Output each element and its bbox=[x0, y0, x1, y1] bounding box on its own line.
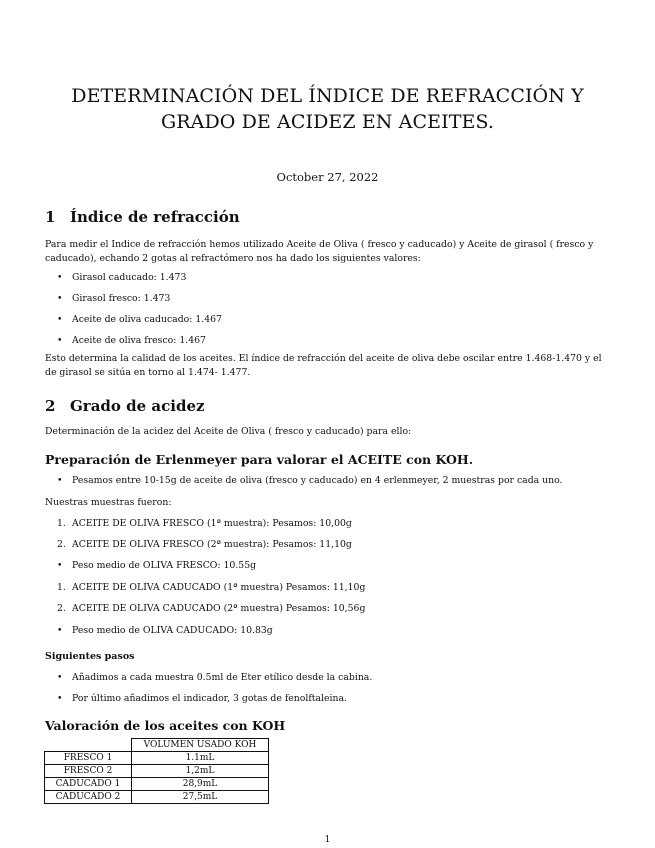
list-item: • Peso medio de OLIVA FRESCO: 10.55g bbox=[57, 560, 257, 571]
table-header-row bbox=[45, 739, 269, 752]
list-item: • Añadimos a cada muestra 0.5ml de Eter etílico desde la cabina. bbox=[57, 672, 373, 683]
table-row-label: FRESCO 2 bbox=[45, 765, 132, 778]
list-item: • Por último añadimos el indicador, 3 gotas de fenolftaleina. bbox=[57, 693, 347, 704]
document-date: October 27, 2022 bbox=[276, 170, 379, 184]
table-row bbox=[45, 765, 269, 778]
bullet: • bbox=[57, 293, 63, 304]
list-item: • Pesamos entre 10-15g de aceite de oliva (fresco y caducado) en 4 erlenmeyer, 2 muestras por cada uno. bbox=[57, 475, 563, 486]
table-corner-cell bbox=[45, 739, 132, 752]
list-item: 2. ACEITE DE OLIVA FRESCO (2ª muestra): Pesamos: 11,10g bbox=[57, 539, 352, 550]
list-number: 2. bbox=[57, 539, 66, 550]
table-row-label: CADUCADO 2 bbox=[45, 791, 132, 804]
table-column-header: VOLUMEN USADO KOH bbox=[132, 739, 269, 752]
section-2-heading bbox=[45, 397, 205, 415]
page-number: 1 bbox=[324, 835, 331, 845]
list-item: • Girasol fresco: 1.473 bbox=[57, 293, 171, 304]
subsection-koh-heading: Valoración de los aceites con KOH bbox=[45, 718, 286, 733]
list-item: • Aceite de oliva fresco: 1.467 bbox=[57, 335, 206, 346]
section-2-title: Grado de acidez bbox=[70, 397, 205, 415]
table-row-label: CADUCADO 1 bbox=[45, 778, 132, 791]
list-number: 1. bbox=[57, 582, 66, 593]
section-1-title: Índice de refracción bbox=[70, 208, 240, 226]
table-cell-value: 27,5mL bbox=[132, 791, 269, 804]
table-cell-value: 1,2mL bbox=[132, 765, 269, 778]
bullet: • bbox=[57, 335, 63, 346]
section-1-conclusion: Esto determina la calidad de los aceites. El índice de refracción del aceite de oliva debe oscilar entre 1.468-1.470 y el de girasol se sitúa en torno al 1.474- 1.477. bbox=[45, 353, 602, 378]
section-2-number: 2 bbox=[45, 397, 56, 415]
list-item: • Peso medio de OLIVA CADUCADO: 10.83g bbox=[57, 625, 273, 636]
section-1-heading bbox=[45, 208, 240, 226]
bullet: • bbox=[57, 560, 63, 571]
bullet: • bbox=[57, 693, 63, 704]
table-cell-value: 1.1mL bbox=[132, 752, 269, 765]
table-row bbox=[45, 791, 269, 804]
subsection-erlenmeyer-heading: Preparación de Erlenmeyer para valorar el ACEITE con KOH. bbox=[45, 452, 474, 467]
bullet: • bbox=[57, 314, 63, 325]
bullet: • bbox=[57, 625, 63, 636]
list-item: • Girasol caducado: 1.473 bbox=[57, 272, 187, 283]
koh-volume-table bbox=[44, 738, 269, 804]
table-row bbox=[45, 778, 269, 791]
section-2-intro: Determinación de la acidez del Aceite de Oliva ( fresco y caducado) para ello: bbox=[45, 426, 412, 437]
samples-intro: Nuestras muestras fueron: bbox=[45, 497, 172, 508]
document-title: DETERMINACIÓN DEL ÍNDICE DE REFRACCIÓN Y GRADO DE ACIDEZ EN ACEITES. bbox=[71, 85, 584, 133]
list-number: 2. bbox=[57, 603, 66, 614]
list-item: • Aceite de oliva caducado: 1.467 bbox=[57, 314, 222, 325]
bullet: • bbox=[57, 272, 63, 283]
list-number: 1. bbox=[57, 518, 66, 529]
section-1-intro: Para medir el Indice de refracción hemos utilizado Aceite de Oliva ( fresco y caducado) y Aceite de girasol ( fresco y caducado), echando 2 gotas al refractómero nos ha dado los siguientes valores: bbox=[45, 239, 594, 264]
list-item: 2. ACEITE DE OLIVA CADUCADO (2ª muestra) Pesamos: 10,56g bbox=[57, 603, 366, 614]
table-row bbox=[45, 752, 269, 765]
section-1-number: 1 bbox=[45, 208, 56, 226]
list-item: 1. ACEITE DE OLIVA FRESCO (1ª muestra): Pesamos: 10,00g bbox=[57, 518, 352, 529]
bullet: • bbox=[57, 475, 63, 486]
table-row-label: FRESCO 1 bbox=[45, 752, 132, 765]
table-cell-value: 28,9mL bbox=[132, 778, 269, 791]
list-item: 1. ACEITE DE OLIVA CADUCADO (1ª muestra) Pesamos: 11,10g bbox=[57, 582, 366, 593]
next-steps-heading: Siguientes pasos bbox=[45, 651, 135, 662]
bullet: • bbox=[57, 672, 63, 683]
